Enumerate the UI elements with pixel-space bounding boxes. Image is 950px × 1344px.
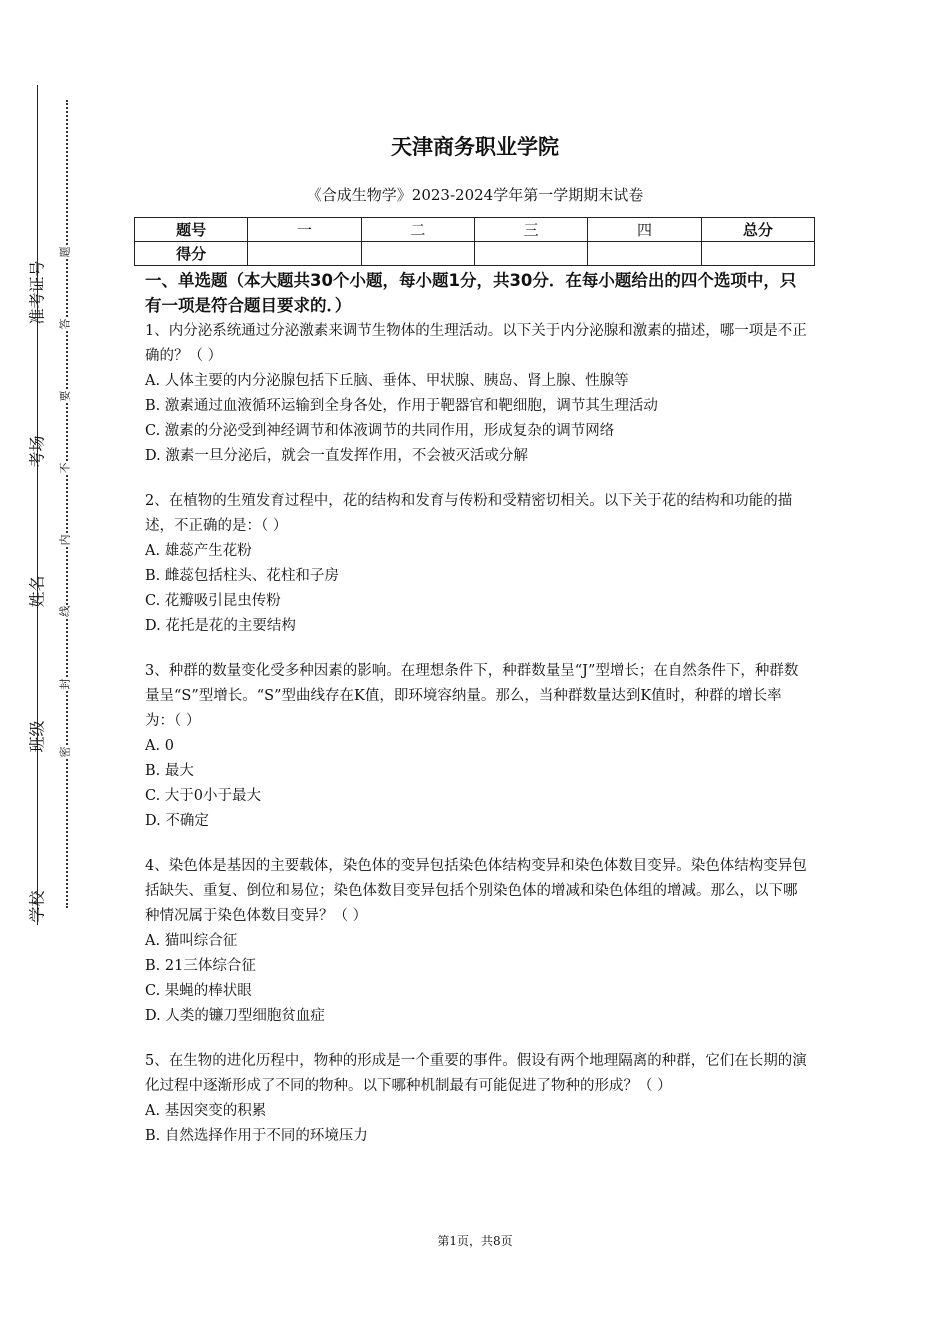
- seal-char: 要: [58, 390, 72, 402]
- option: B. 雌蕊包括柱头、花柱和子房: [145, 568, 339, 584]
- seal-char: 内: [58, 534, 72, 546]
- label-exam-room: 考场: [27, 435, 47, 468]
- option: C. 花瓣吸引昆虫传粉: [145, 593, 281, 609]
- seal-char: 封: [58, 678, 72, 690]
- binding-line: [37, 85, 38, 925]
- school-name: 天津商务职业学院: [391, 135, 559, 159]
- question-text: 4、染色体是基因的主要载体，染色体的变异包括染色体结构变异和染色体数目变异。染色体结构变异包括缺失、重复、倒位和易位；染色体数目变异包括个别染色体的增减和染色体组的增减。那么，以下哪种情况属于染色体数目变异？（ ）: [145, 858, 807, 924]
- score-cell: [474, 242, 587, 266]
- option: B. 最大: [145, 763, 194, 779]
- question: [145, 659, 810, 834]
- option: B. 自然选择作用于不同的环境压力: [145, 1128, 368, 1144]
- exam-content: [145, 268, 810, 1169]
- score-header-cell: 三: [474, 218, 587, 242]
- exam-title: 《合成生物学》2023-2024学年第一学期期末试卷: [306, 186, 644, 204]
- score-table: [134, 217, 815, 266]
- score-cell: [361, 242, 474, 266]
- seal-char: 不: [58, 462, 72, 474]
- option: C. 大于0小于最大: [145, 788, 262, 804]
- question-text: 1、内分泌系统通过分泌激素来调节生物体的生理活动。以下关于内分泌腺和激素的描述，哪一项是不正确的？（ ）: [145, 323, 807, 364]
- option: C. 果蝇的棒状眼: [145, 983, 252, 999]
- label-admission-number: 准考证号: [27, 260, 47, 325]
- question: [145, 489, 810, 639]
- score-cell: [248, 242, 361, 266]
- seal-char: 线: [58, 605, 72, 617]
- score-cell: [701, 242, 814, 266]
- option: B. 激素通过血液循环运输到全身各处，作用于靶器官和靶细胞，调节其生理活动: [145, 398, 658, 414]
- option: A. 雄蕊产生花粉: [145, 543, 252, 559]
- score-table-score-row: [135, 242, 815, 266]
- seal-dotted-line: [66, 100, 68, 908]
- score-header-cell: 总分: [701, 218, 814, 242]
- option: D. 激素一旦分泌后，就会一直发挥作用，不会被灭活或分解: [145, 448, 528, 464]
- label-school: 学校: [27, 890, 47, 923]
- question-text: 3、种群的数量变化受多种因素的影响。在理想条件下，种群数量呈“J”型增长；在自然条件下，种群数量呈“S”型增长。“S”型曲线存在K值，即环境容纳量。那么，当种群数量达到K值时，种群的增长率为：（ ）: [145, 663, 799, 729]
- score-header-cell: 一: [248, 218, 361, 242]
- seal-char: 题: [58, 246, 72, 258]
- seal-char: 密: [58, 746, 72, 758]
- option: A. 0: [145, 738, 174, 754]
- question-text: 2、在植物的生殖发育过程中，花的结构和发育与传粉和受精密切相关。以下关于花的结构和功能的描述，不正确的是：（ ）: [145, 493, 793, 534]
- option: D. 花托是花的主要结构: [145, 618, 296, 634]
- question: [145, 319, 810, 469]
- label-name: 姓名: [27, 575, 47, 608]
- option: C. 激素的分泌受到神经调节和体液调节的共同作用，形成复杂的调节网络: [145, 423, 615, 439]
- score-header-cell: 四: [588, 218, 701, 242]
- score-cell: [588, 242, 701, 266]
- score-header-cell: 题号: [135, 218, 248, 242]
- option: B. 21三体综合征: [145, 958, 256, 974]
- option: A. 猫叫综合征: [145, 933, 238, 949]
- score-header-cell: 二: [361, 218, 474, 242]
- question: [145, 854, 810, 1029]
- option: D. 人类的镰刀型细胞贫血症: [145, 1008, 325, 1024]
- option: A. 基因突变的积累: [145, 1103, 267, 1119]
- score-row-label: 得分: [135, 242, 248, 266]
- score-table-header-row: [135, 218, 815, 242]
- label-class: 班级: [27, 720, 47, 753]
- section-heading: 一、单选题（本大题共30个小题，每小题1分，共30分．在每小题给出的四个选项中，只有一项是符合题目要求的．）: [145, 271, 797, 315]
- question: [145, 1049, 810, 1149]
- seal-char: 答: [58, 318, 72, 330]
- question-text: 5、在生物的进化历程中，物种的形成是一个重要的事件。假设有两个地理隔离的种群，它们在长期的演化过程中逐渐形成了不同的物种。以下哪种机制最有可能促进了物种的形成？（ ）: [145, 1053, 807, 1094]
- option: A. 人体主要的内分泌腺包括下丘脑、垂体、甲状腺、胰岛、肾上腺、性腺等: [145, 373, 629, 389]
- page-footer: 第1页，共8页: [437, 1234, 513, 1248]
- option: D. 不确定: [145, 813, 209, 829]
